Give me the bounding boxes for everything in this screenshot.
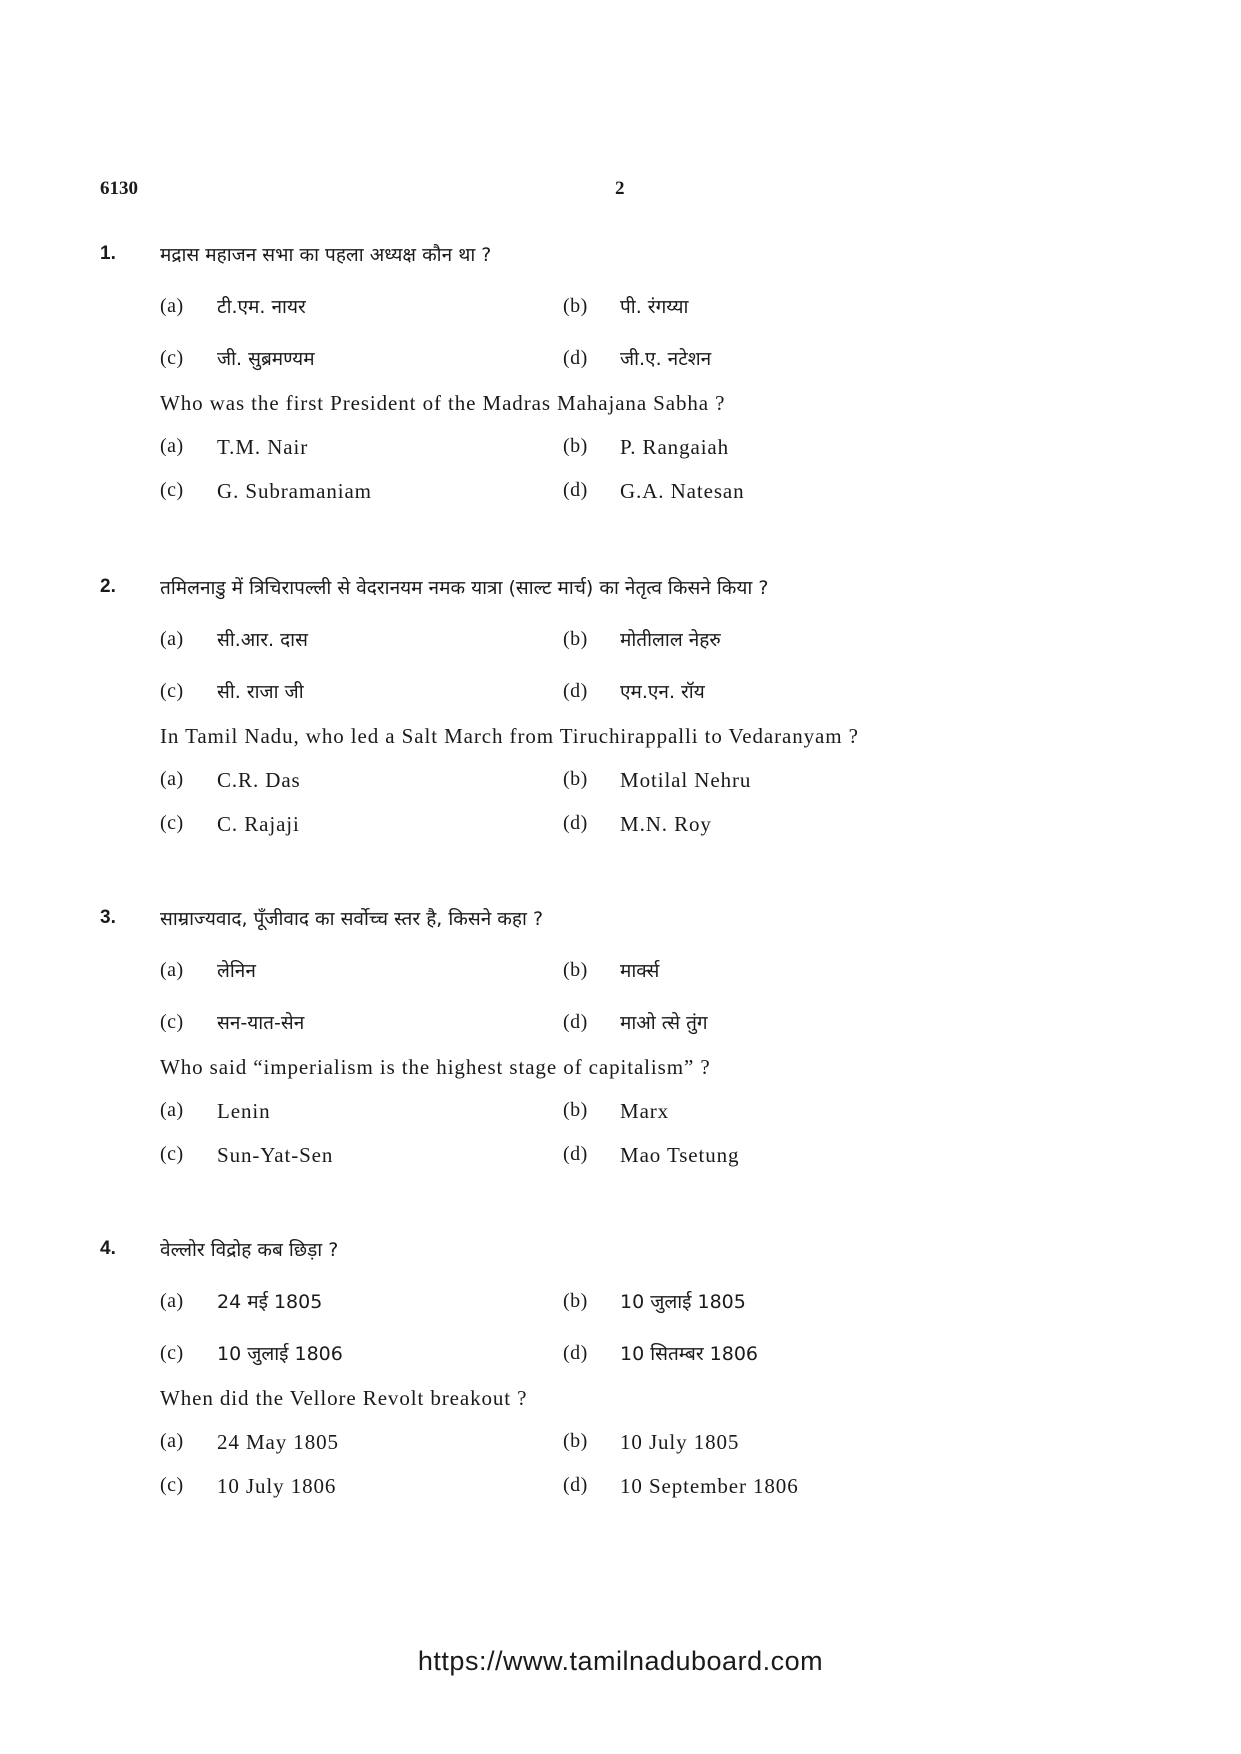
paper-code: 6130 [100, 178, 138, 199]
question-number: 4. [100, 1238, 116, 1259]
question-text-english: When did the Vellore Revolt breakout ? [160, 1386, 528, 1410]
footer-url[interactable]: https://www.tamilnaduboard.com [417, 1646, 824, 1676]
question-text-english: In Tamil Nadu, who led a Salt March from Tiruchirappalli to Vedaranyam ? [160, 724, 859, 748]
question-text-hindi: वेल्लोर विद्रोह कब छिड़ा ? [160, 1239, 339, 1261]
question-text-english: Who was the first President of the Madras Mahajana Sabha ? [160, 391, 726, 415]
question-text-hindi: साम्राज्यवाद, पूँजीवाद का सर्वोच्च स्तर है, किसने कहा ? [160, 908, 544, 930]
question-text-english: Who said “imperialism is the highest stage of capitalism” ? [160, 1055, 711, 1079]
question-text-hindi: तमिलनाडु में त्रिचिरापल्ली से वेदरानयम नमक यात्रा (साल्ट मार्च) का नेतृत्व किसने किया ? [160, 577, 769, 599]
page-number: 2 [615, 178, 625, 199]
question-number: 3. [100, 907, 116, 928]
question-number: 2. [100, 576, 116, 597]
page-header [100, 178, 1140, 208]
question-text-hindi: मद्रास महाजन सभा का पहला अध्यक्ष कौन था ? [160, 244, 492, 266]
question-number: 1. [100, 243, 116, 264]
